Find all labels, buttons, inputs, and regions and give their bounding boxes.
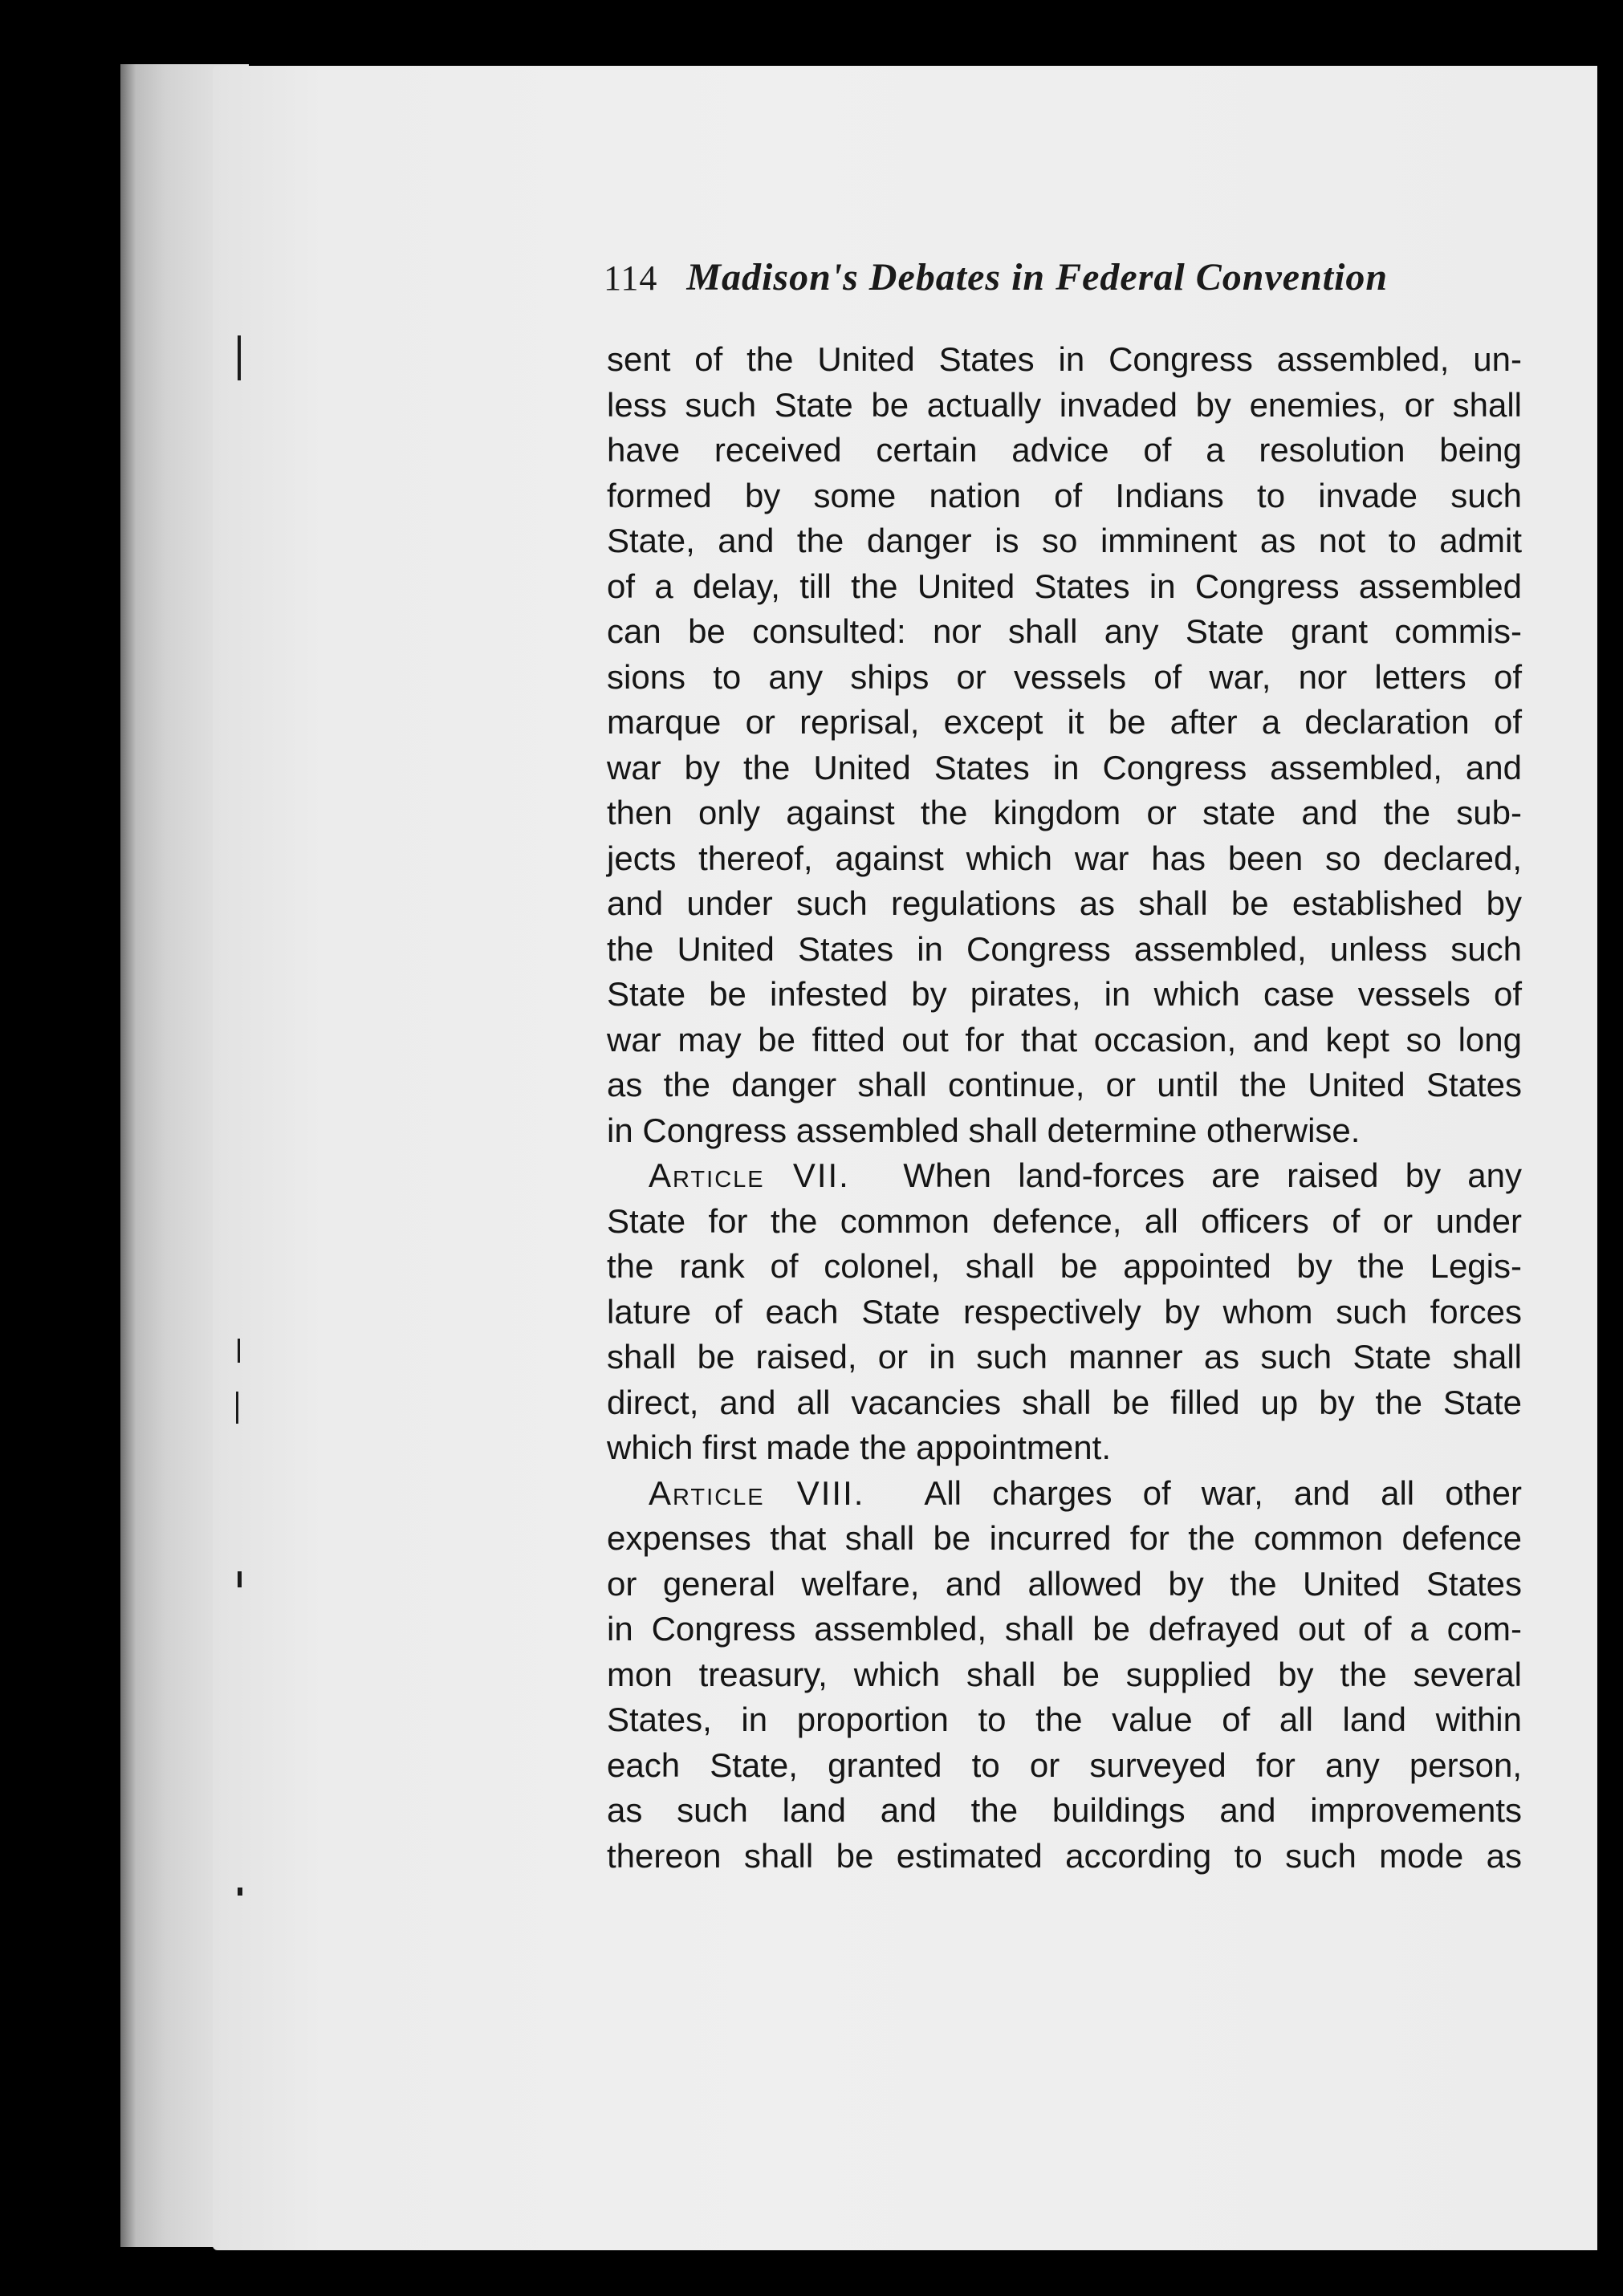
text-line: less such State be actually invaded by enemies, or shall <box>607 385 1522 424</box>
text-line: sions to any ships or vessels of war, nor letters of <box>607 657 1522 696</box>
text-line: war may be fitted out for that occasion, and kept so long <box>607 1020 1522 1059</box>
text-line: the United States in Congress assembled, unless such <box>607 929 1522 968</box>
article-vii-first-line <box>607 1153 1522 1199</box>
text-line: as such land and the buildings and improvements <box>607 1791 1522 1829</box>
binding-mark <box>238 1571 242 1587</box>
text-line: direct, and all vacancies shall be filled up by the State <box>607 1383 1522 1421</box>
text-line: shall be raised, or in such manner as such State shall <box>607 1338 1522 1376</box>
body-text <box>607 337 1522 1879</box>
text-line: have received certain advice of a resolution being <box>607 431 1522 469</box>
article-vii-heading: Article VII. <box>649 1156 850 1194</box>
text-line: each State, granted to or surveyed for any person, <box>607 1745 1522 1784</box>
text-line: All charges of war, and all other <box>924 1473 1522 1512</box>
text-line: war by the United States in Congress assembled, and <box>607 748 1522 786</box>
binding-mark <box>238 1339 240 1363</box>
text-line: States, in proportion to the value of all land within <box>607 1701 1522 1738</box>
text-line: lature of each State respectively by whom such forces <box>607 1292 1522 1331</box>
page-number: 114 <box>604 258 658 298</box>
text-line: jects thereof, against which war has been so declared, <box>607 839 1522 877</box>
text-line: State be infested by pirates, in which case vessels of <box>607 975 1522 1013</box>
text-line: or general welfare, and allowed by the United States <box>607 1564 1522 1603</box>
text-line: in Congress assembled shall determine otherwise. <box>607 1111 1361 1149</box>
article-viii-first-line <box>607 1471 1522 1517</box>
text-line: in Congress assembled, shall be defrayed out of a com- <box>607 1610 1522 1648</box>
binding-mark <box>238 335 241 380</box>
binding-mark <box>238 1888 242 1896</box>
binding-mark <box>236 1392 238 1424</box>
text-line: and under such regulations as shall be established by <box>607 884 1522 922</box>
text-line: marque or reprisal, except it be after a declaration of <box>607 703 1522 741</box>
text-line: as the danger shall continue, or until the United States <box>607 1066 1522 1103</box>
text-line: thereon shall be estimated according to such mode as <box>607 1836 1522 1875</box>
text-line: State for the common defence, all officers of or under <box>607 1201 1522 1240</box>
text-line: State, and the danger is so imminent as not to admit <box>607 522 1522 559</box>
text-line: then only against the kingdom or state and the sub- <box>607 794 1522 831</box>
article-viii-heading: Article VIII. <box>649 1473 865 1512</box>
text-line: formed by some nation of Indians to invade such <box>607 476 1522 514</box>
text-line: expenses that shall be incurred for the common defence <box>607 1519 1522 1557</box>
text-line: the rank of colonel, shall be appointed by the Legis- <box>607 1247 1522 1285</box>
text-line: sent of the United States in Congress assembled, un- <box>607 340 1522 378</box>
page-header <box>604 255 1487 311</box>
text-line: which first made the appointment. <box>607 1428 1111 1466</box>
text-line: When land-forces are raised by any <box>903 1156 1523 1194</box>
text-line: of a delay, till the United States in Congress assembled <box>607 567 1522 605</box>
text-line: can be consulted: nor shall any State grant commis- <box>607 612 1522 650</box>
running-title: Madison's Debates in Federal Convention <box>686 256 1389 299</box>
text-line: mon treasury, which shall be supplied by the several <box>607 1655 1522 1693</box>
